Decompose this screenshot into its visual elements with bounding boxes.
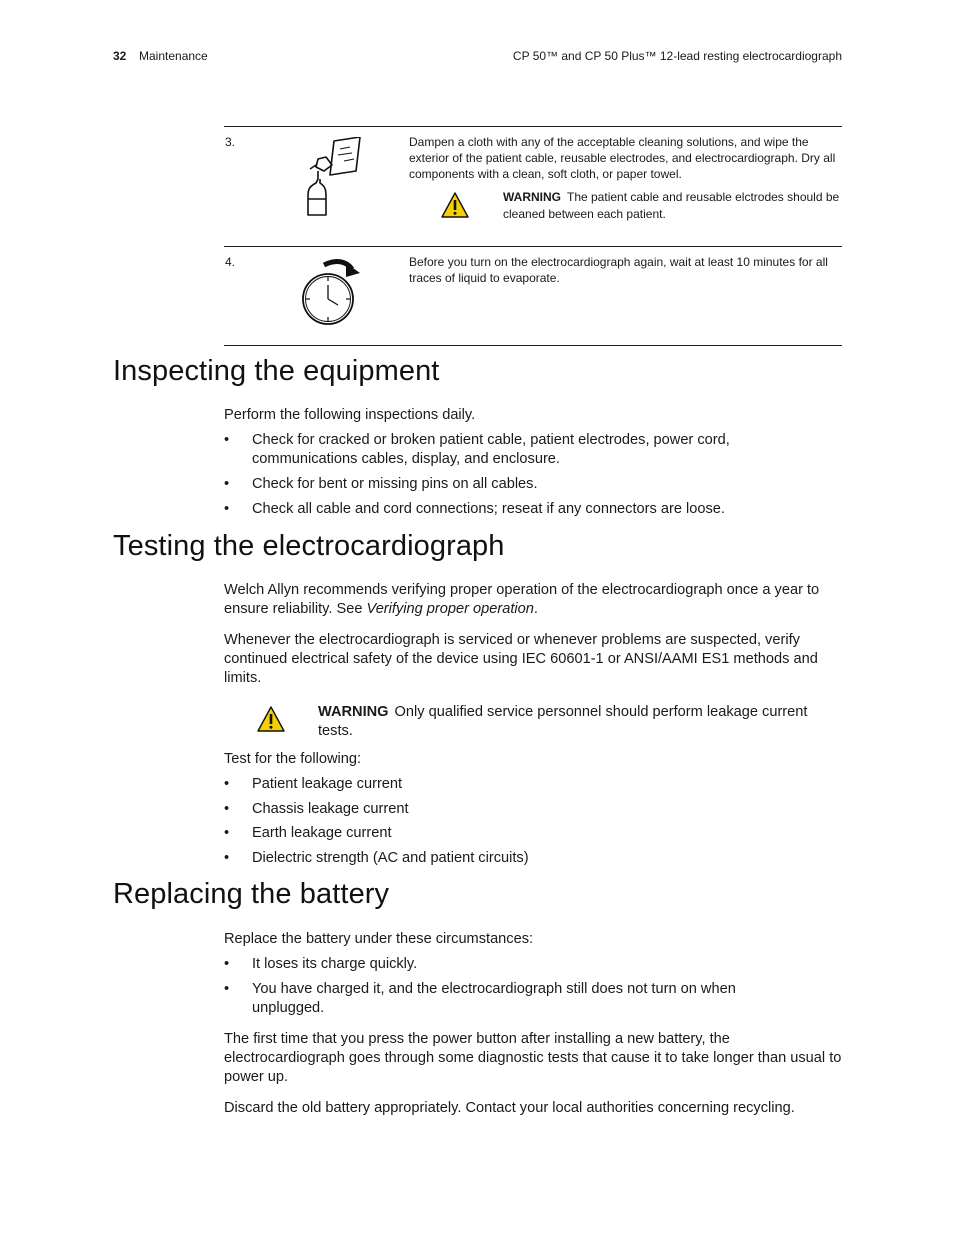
warning-label: WARNING [318, 704, 389, 720]
step-row [224, 126, 842, 246]
list-item-text: Patient leakage current [252, 776, 403, 792]
warning-triangle-icon [256, 705, 286, 738]
step-number: 3. [225, 135, 236, 149]
step-text: Before you turn on the electrocardiograph again, wait at least 10 minutes for all traces of liquid to evaporate. [409, 255, 828, 285]
bullet-marker: • [224, 501, 230, 517]
list-item-text: It loses its charge quickly. [252, 956, 418, 972]
warning-triangle-icon [440, 191, 470, 224]
leakage-warning-text [318, 703, 818, 741]
battery-paragraph-1: The first time that you press the power button after installing a new battery, the electrocardiograph goes through some diagnostic tests that cause it to take longer than usual to power up. [224, 1031, 842, 1085]
bullet-marker: • [224, 801, 230, 817]
battery-intro: Replace the battery under these circumstances: [224, 931, 534, 947]
bullet-marker: • [224, 956, 230, 972]
spray-bottle-cloth-icon [304, 137, 366, 222]
section-title-battery: Replacing the battery [113, 878, 390, 910]
page-number: 32 [113, 49, 127, 63]
section-title-inspecting: Inspecting the equipment [113, 355, 440, 387]
test-intro: Test for the following: [224, 751, 362, 767]
list-item-text: Chassis leakage current [252, 801, 409, 817]
list-item-text: You have charged it, and the electrocardiograph still does not turn on when unplugged. [252, 981, 736, 1016]
bullet-marker: • [224, 981, 230, 997]
bullet-marker: • [224, 825, 230, 841]
bullet-marker: • [224, 476, 230, 492]
cleaning-steps-table [224, 126, 842, 346]
bullet-marker: • [224, 776, 230, 792]
list-item-text: Earth leakage current [252, 825, 392, 841]
battery-paragraph-2: Discard the old battery appropriately. Contact your local authorities concerning recycling. [224, 1100, 795, 1116]
testing-paragraph-1-end: . [533, 601, 538, 617]
warning-message: Only qualified service personnel should perform leakage current tests. [318, 704, 808, 739]
testing-paragraph-2: Whenever the electrocardiograph is serviced or whenever problems are suspected, verify continued electrical safety of the device using IEC 60601-1 or ANSI/AAMI ES1 methods and limits. [224, 632, 818, 686]
document-title: CP 50™ and CP 50 Plus™ 12-lead resting electrocardiograph [512, 49, 842, 63]
list-item-text: Check for cracked or broken patient cable, patient electrodes, power cord, communications cables, display, and enclosure. [252, 432, 730, 467]
cross-reference-link[interactable]: Verifying proper operation [366, 601, 534, 617]
step-row [224, 246, 842, 346]
warning-message: The patient cable and reusable elctrodes should be cleaned between each patient. [503, 190, 840, 221]
list-item-text: Check for bent or missing pins on all cables. [252, 476, 538, 492]
page-header [113, 49, 842, 67]
list-item-text: Dielectric strength (AC and patient circuits) [252, 850, 529, 866]
step-number: 4. [225, 255, 236, 269]
warning-label: WARNING [503, 190, 561, 204]
section-name: Maintenance [139, 49, 208, 63]
inspecting-intro: Perform the following inspections daily. [224, 407, 476, 423]
bullet-marker: • [224, 850, 230, 866]
clock-icon [300, 257, 362, 334]
leakage-warning [224, 701, 842, 743]
step-warning-text [503, 189, 842, 223]
section-title-testing: Testing the electrocardiograph [113, 530, 505, 562]
list-item-text: Check all cable and cord connections; reseat if any connectors are loose. [252, 501, 725, 517]
testing-paragraph-1 [224, 581, 842, 619]
testing-paragraph-1-text: Welch Allyn recommends verifying proper operation of the electrocardiograph once a year to ensure reliability. See [224, 582, 820, 617]
step-text: Dampen a cloth with any of the acceptable cleaning solutions, and wipe the exterior of the patient cable, reusable electrodes, and electrocardiograph. Dry all components with a clean, soft cloth, or paper towel. [409, 135, 836, 181]
bullet-marker: • [224, 432, 230, 448]
